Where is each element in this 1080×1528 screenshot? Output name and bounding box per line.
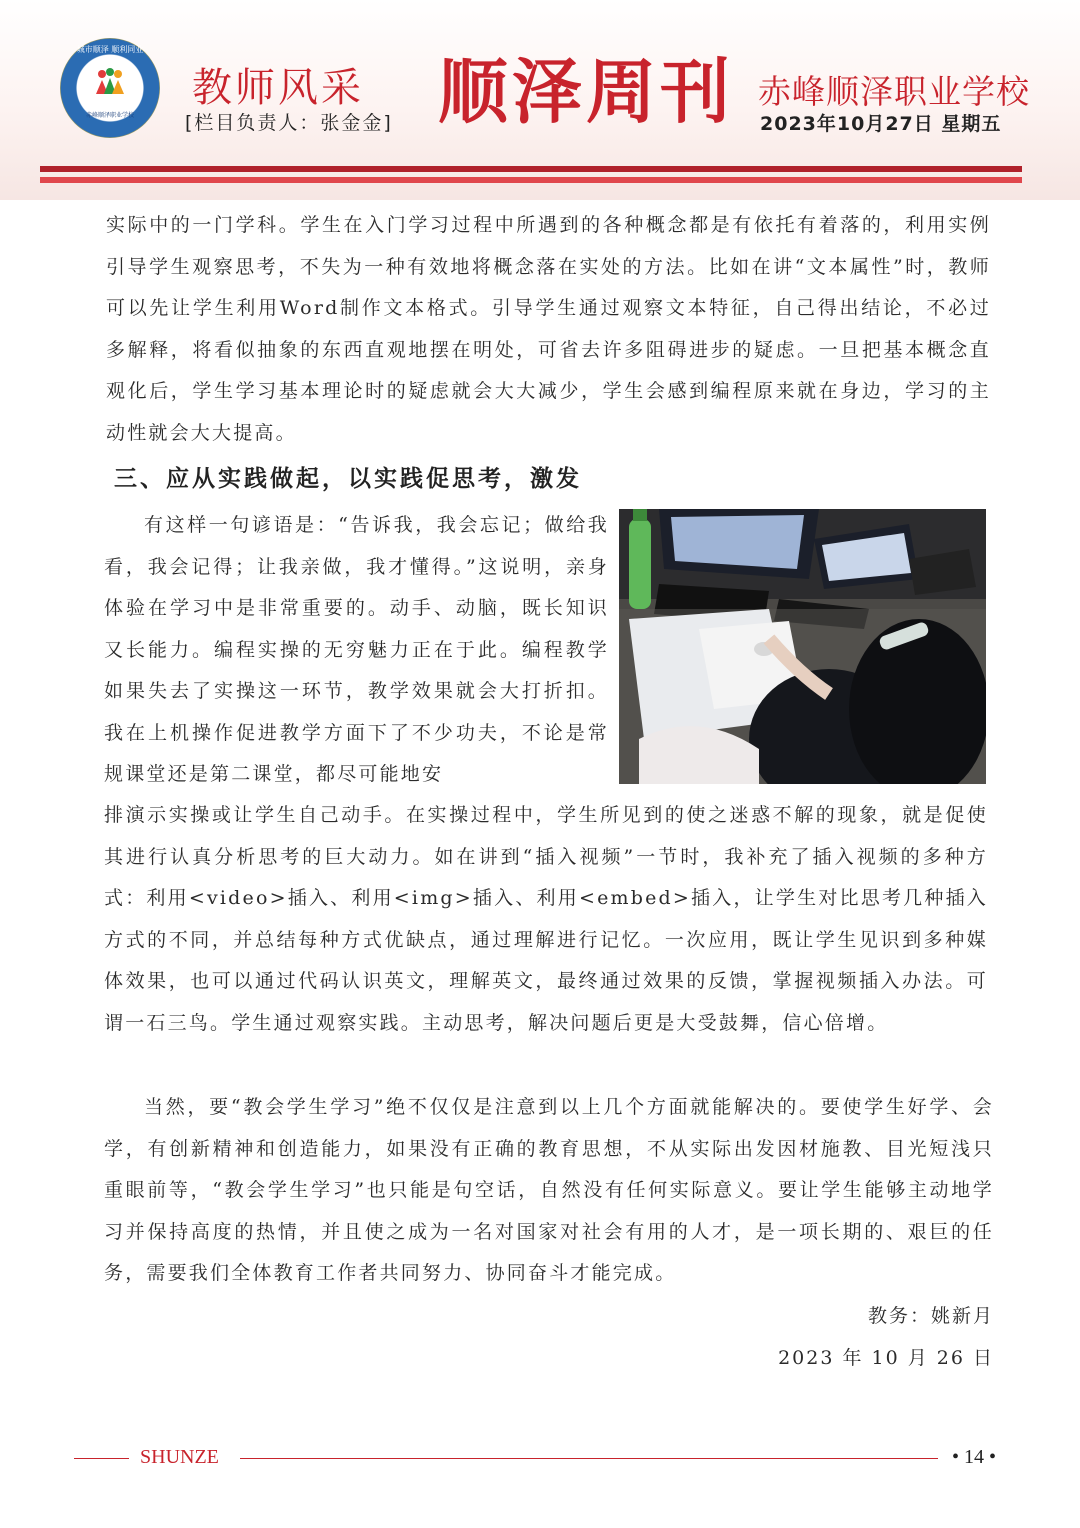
section-paragraph-bottom: 排演示实操或让学生自己动手。在实操过程中，学生所见到的使之迷惑不解的现象，就是促使其进行认真分析思考的巨大动力。如在讲到“插入视频”一节时，我补充了插入视频的多种方式：利用<video>插入、利用<img>插入、利用<embed>插入，让学生对比思考几种插入方式的不同，并总结每种方式优缺点，通过理解进行记忆。一次应用，既让学生见识到多种媒体效果，也可以通过代码认识英文，理解英文，最终通过效果的反馈，掌握视频插入办法。可谓一石三鸟。学生通过观察实践。主动思考，解决问题后更是大受鼓舞，信心倍增。	[104, 804, 988, 1034]
footer-rule-left	[74, 1458, 129, 1459]
section-heading: 三、应从实践做起，以实践促思考，激发	[114, 466, 582, 492]
classroom-photo	[619, 509, 986, 784]
header-rule-dark	[40, 166, 1022, 172]
column-editor: [栏目负责人：张金金]	[185, 112, 393, 134]
author-line: 教务：姚新月	[867, 1305, 994, 1327]
footer-brand: SHUNZE	[140, 1446, 219, 1468]
closing-paragraph: 当然，要“教会学生学习”绝不仅仅是注意到以上几个方面就能解决的。要使学生好学、会学，有创新精神和创造能力，如果没有正确的教育思想，不从实际出发因材施教、目光短浅只重眼前等，“教会学生学习”也只能是句空话，自然没有任何实际意义。要让学生能够主动地学习并保持高度的热情，并且使之成为一名对国家对社会有用的人才，是一项长期的、艰巨的任务，需要我们全体教育工作者共同努力、协同奋斗才能完成。	[104, 1096, 994, 1284]
logo-figures-icon	[94, 68, 126, 98]
footer-rule-right	[240, 1458, 938, 1459]
masthead-title: 顺泽周刊	[438, 51, 734, 133]
logo-ring-text: 城市顺泽 顺利同业	[76, 45, 144, 54]
school-name: 赤峰顺泽职业学校	[758, 72, 1030, 111]
school-logo	[60, 38, 160, 138]
header-rule-light	[40, 177, 1022, 183]
column-title: 教师风采	[192, 65, 364, 111]
intro-paragraph: 实际中的一门学科。学生在入门学习过程中所遇到的各种概念都是有依托有着落的，利用实例引导学生观察思考，不失为一种有效地将概念落在实处的方法。比如在讲“文本属性”时，教师可以先让学生利用Word制作文本格式。引导学生通过观察文本特征，自己得出结论，不必过多解释，将看似抽象的东西直观地摆在明处，可省去许多阻碍进步的疑虑。一旦把基本概念直观化后，学生学习基本理论时的疑虑就会大大减少，学生会感到编程原来就在身边，学习的主动性就会大大提高。	[106, 214, 991, 444]
issue-date: 2023年10月27日 星期五	[760, 113, 1002, 135]
signature-block	[778, 1296, 994, 1379]
page-number: • 14 •	[952, 1446, 997, 1468]
signature-date: 2023 年 10 月 26 日	[778, 1346, 994, 1369]
logo-school-text: 赤峰顺泽职业学校	[85, 112, 134, 119]
section-paragraph-top: 有这样一句谚语是：“告诉我，我会忘记；做给我看，我会记得；让我亲做，我才懂得。”这说明，亲身体验在学习中是非常重要的。动手、动脑，既长知识又长能力。编程实操的无穷魅力正在于此。编程教学如果失去了实操这一环节，教学效果就会大打折扣。我在上机操作促进教学方面下了不少功夫，不论是常规课堂还是第二课堂，都尽可能地安	[104, 514, 609, 785]
